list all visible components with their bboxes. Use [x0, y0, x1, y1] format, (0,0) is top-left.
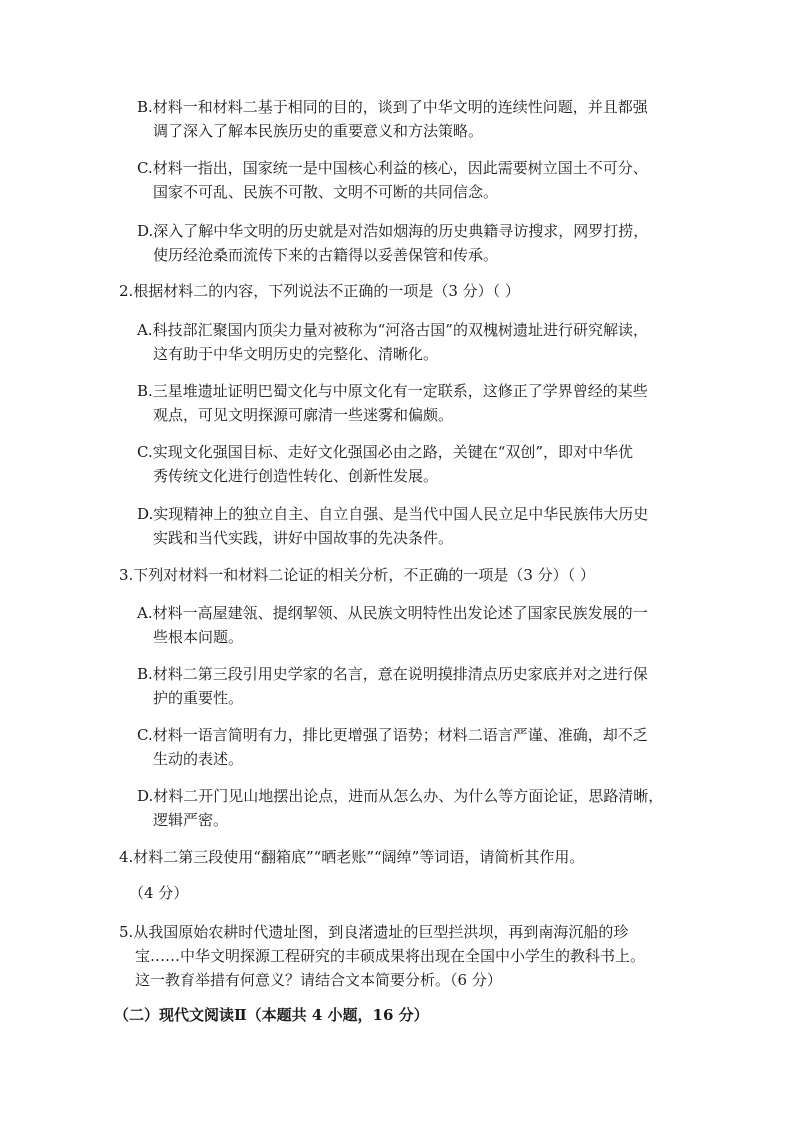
- q4-score: （4 分）: [129, 884, 189, 902]
- q5-line2: 宝……中华文明探源工程研究的丰硕成果将出现在全国中小学生的教科书上。: [135, 947, 646, 965]
- q1-option-d-line1: D.深入了解中华文明的历史就是对浩如烟海的历史典籍寻访搜求，网罗打捞，: [137, 222, 649, 240]
- q1-option-c-line2: 国家不可乱、民族不可散、文明不可断的共同信念。: [153, 183, 499, 201]
- q3-option-a: [137, 601, 648, 649]
- q1-option-b-line2: 调了深入了解本民族历史的重要意义和方法策略。: [153, 122, 484, 140]
- q3-option-a-line2: 些根本问题。: [153, 628, 244, 646]
- q3-option-d-line1: D.材料二开门见山地摆出论点，进而从怎么办、为什么等方面论证，思路清晰，: [137, 787, 664, 805]
- q2-option-c-line1: C.实现文化强国目标、走好文化强国必由之路，关键在“双创”，即对中华优: [137, 443, 634, 461]
- q3-stem: 3.下列对材料一和材料二论证的相关分析，不正确的一项是（3 分）（ ）: [119, 566, 595, 584]
- q3-option-b: [137, 662, 648, 710]
- q2-option-c: [137, 440, 633, 488]
- q1-option-d: [137, 219, 648, 267]
- q2-option-b-line1: B.三星堆遗址证明巴蜀文化与中原文化有一定联系，这修正了学界曾经的某些: [137, 382, 648, 400]
- q3-option-b-line2: 护的重要性。: [153, 689, 244, 707]
- q3-option-c: [137, 723, 648, 771]
- q3-option-b-line1: B.材料二第三段引用史学家的名言，意在说明摸排清点历史家底并对之进行保: [137, 665, 648, 683]
- q1-option-b-line1: B.材料一和材料二基于相同的目的，谈到了中华文明的连续性问题，并且都强: [137, 98, 648, 116]
- q3-option-a-line1: A.材料一高屋建瓴、提纲挈领、从民族文明特性出发论述了国家民族发展的一: [137, 604, 648, 622]
- q2-option-c-line2: 秀传统文化进行创造性转化、创新性发展。: [153, 467, 439, 485]
- q1-option-c-line1: C.材料一指出，国家统一是中国核心利益的核心，因此需要树立国土不可分、: [137, 159, 648, 177]
- q1-option-d-line2: 使历经沧桑而流传下来的古籍得以妥善保管和传承。: [153, 246, 499, 264]
- q1-option-b: [137, 95, 648, 143]
- q2-option-d-line1: D.实现精神上的独立自主、自立自强、是当代中国人民立足中华民族伟大历史: [137, 505, 649, 523]
- q3-option-d: [137, 784, 663, 832]
- q2-option-a-line2: 这有助于中华文明历史的完整化、清晰化。: [153, 345, 439, 363]
- q5-line3: 这一教育举措有何意义？请结合文本简要分析。（6 分）: [135, 971, 502, 989]
- q5-line1: 5.从我国原始农耕时代遗址图，到良渚遗址的巨型拦洪坝，再到南海沉船的珍: [119, 923, 629, 941]
- q3-option-d-line2: 逻辑严密。: [153, 811, 229, 829]
- q3-option-c-line2: 生动的表述。: [153, 750, 244, 768]
- q2-option-d: [137, 502, 648, 550]
- q2-option-a-line1: A.科技部汇聚国内顶尖力量对被称为“河洛古国”的双槐树遗址进行研究解读，: [137, 321, 648, 339]
- q5: [119, 920, 645, 992]
- section2-heading: （二）现代文阅读Ⅱ（本题共 4 小题，16 分）: [114, 1006, 429, 1024]
- q2-stem: 2.根据材料二的内容，下列说法不正确的一项是（3 分）（ ）: [119, 282, 520, 300]
- q3-option-c-line1: C.材料一语言简明有力，排比更增强了语势；材料二语言严谨、准确，却不乏: [137, 726, 648, 744]
- q1-option-c: [137, 156, 648, 204]
- q2-option-b-line2: 观点，可见文明探源可廓清一些迷雾和偏颇。: [153, 406, 454, 424]
- q4-stem: 4.材料二第三段使用“翻箱底”“晒老账”“阔绰”等词语，请简析其作用。: [119, 848, 585, 866]
- q2-option-d-line2: 实践和当代实践，讲好中国故事的先决条件。: [153, 529, 454, 547]
- q2-option-a: [137, 318, 648, 366]
- q2-option-b: [137, 379, 648, 427]
